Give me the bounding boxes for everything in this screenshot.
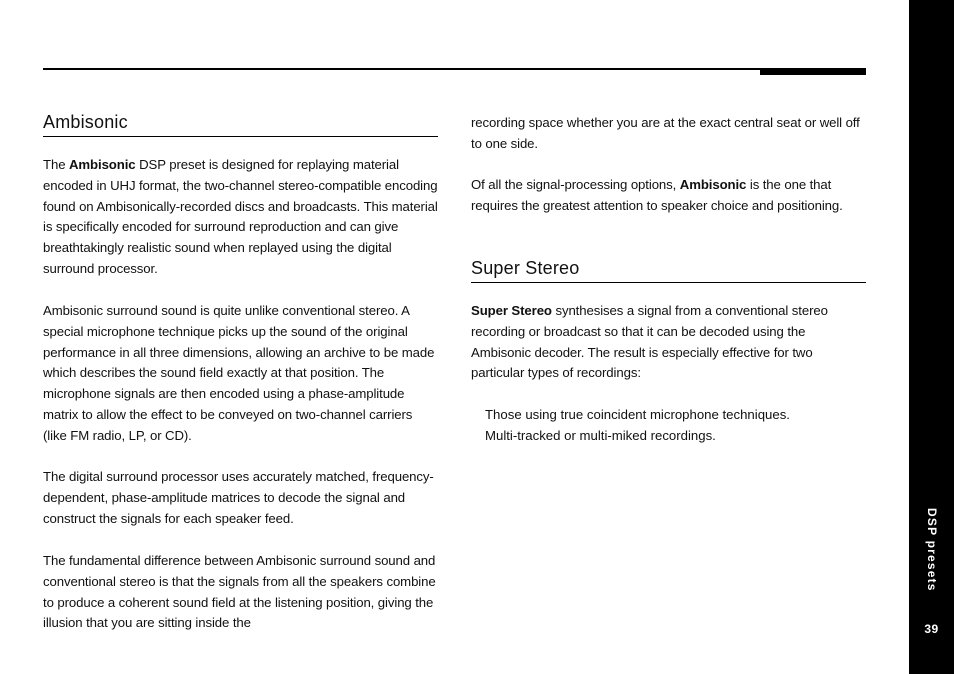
signal-processing-paragraph [471,175,866,217]
recording-types-list [485,405,865,447]
super-stereo-paragraph [471,301,866,384]
ambisonic-intro-bold: Ambisonic [69,157,136,172]
recording-space-paragraph: recording space whether you are at the exact central seat or well off to one side. [471,115,860,151]
list-item: Those using true coincident microphone techniques. [485,407,790,422]
sidebar-section-label: DSP presets [925,508,939,592]
ambisonic-intro-post: DSP preset is designed for replaying material encoded in UHJ format, the two-channel stereo-compatible encoding found on Ambisonically-recorded discs and broadcasts. This material is specifically encoded for surround reproduction and can give breathtakingly realistic sound when replayed using the digital surround processor. [43,157,438,276]
digital-processor-paragraph: The digital surround processor uses accurately matched, frequency-dependent, phase-amplitude matrices to decode the signal and construct the signals for each speaker feed. [43,469,434,526]
heading-super-stereo: Super Stereo [471,257,866,283]
ambisonic-intro-pre: The [43,157,69,172]
page-number: 39 [924,622,939,636]
heading-ambisonic: Ambisonic [43,111,438,137]
signal-processing-pre: Of all the signal-processing options, [471,177,680,192]
top-rule [43,68,866,70]
section-sidebar [909,0,954,674]
super-stereo-post: synthesises a signal from a conventional stereo recording or broadcast so that it can be decoded using the Ambisonic decoder. The result is especially effective for two particular types of recordings: [471,303,828,381]
top-rule-tab [760,68,866,75]
signal-processing-post: is the one that requires the greatest attention to speaker choice and positioning. [471,177,843,213]
fundamental-difference-paragraph: The fundamental difference between Ambisonic surround sound and conventional stereo is that the signals from all the speakers combine to produce a coherent sound field at the listening position, giving the illusion that you are sitting inside the [43,553,436,631]
ambisonic-surround-paragraph: Ambisonic surround sound is quite unlike conventional stereo. A special microphone technique picks up the sound of the original performance in all three dimensions, allowing an archive to be made which describes the sound field exactly at that position. The microphone signals are then encoded using a phase-amplitude matrix to allow the effect to be conveyed on two-channel carriers (like FM radio, LP, or CD). [43,303,435,443]
list-item: Multi-tracked or multi-miked recordings. [485,427,716,443]
ambisonic-intro-paragraph [43,155,438,280]
signal-processing-bold: Ambisonic [679,177,747,192]
super-stereo-bold: Super Stereo [471,303,552,318]
